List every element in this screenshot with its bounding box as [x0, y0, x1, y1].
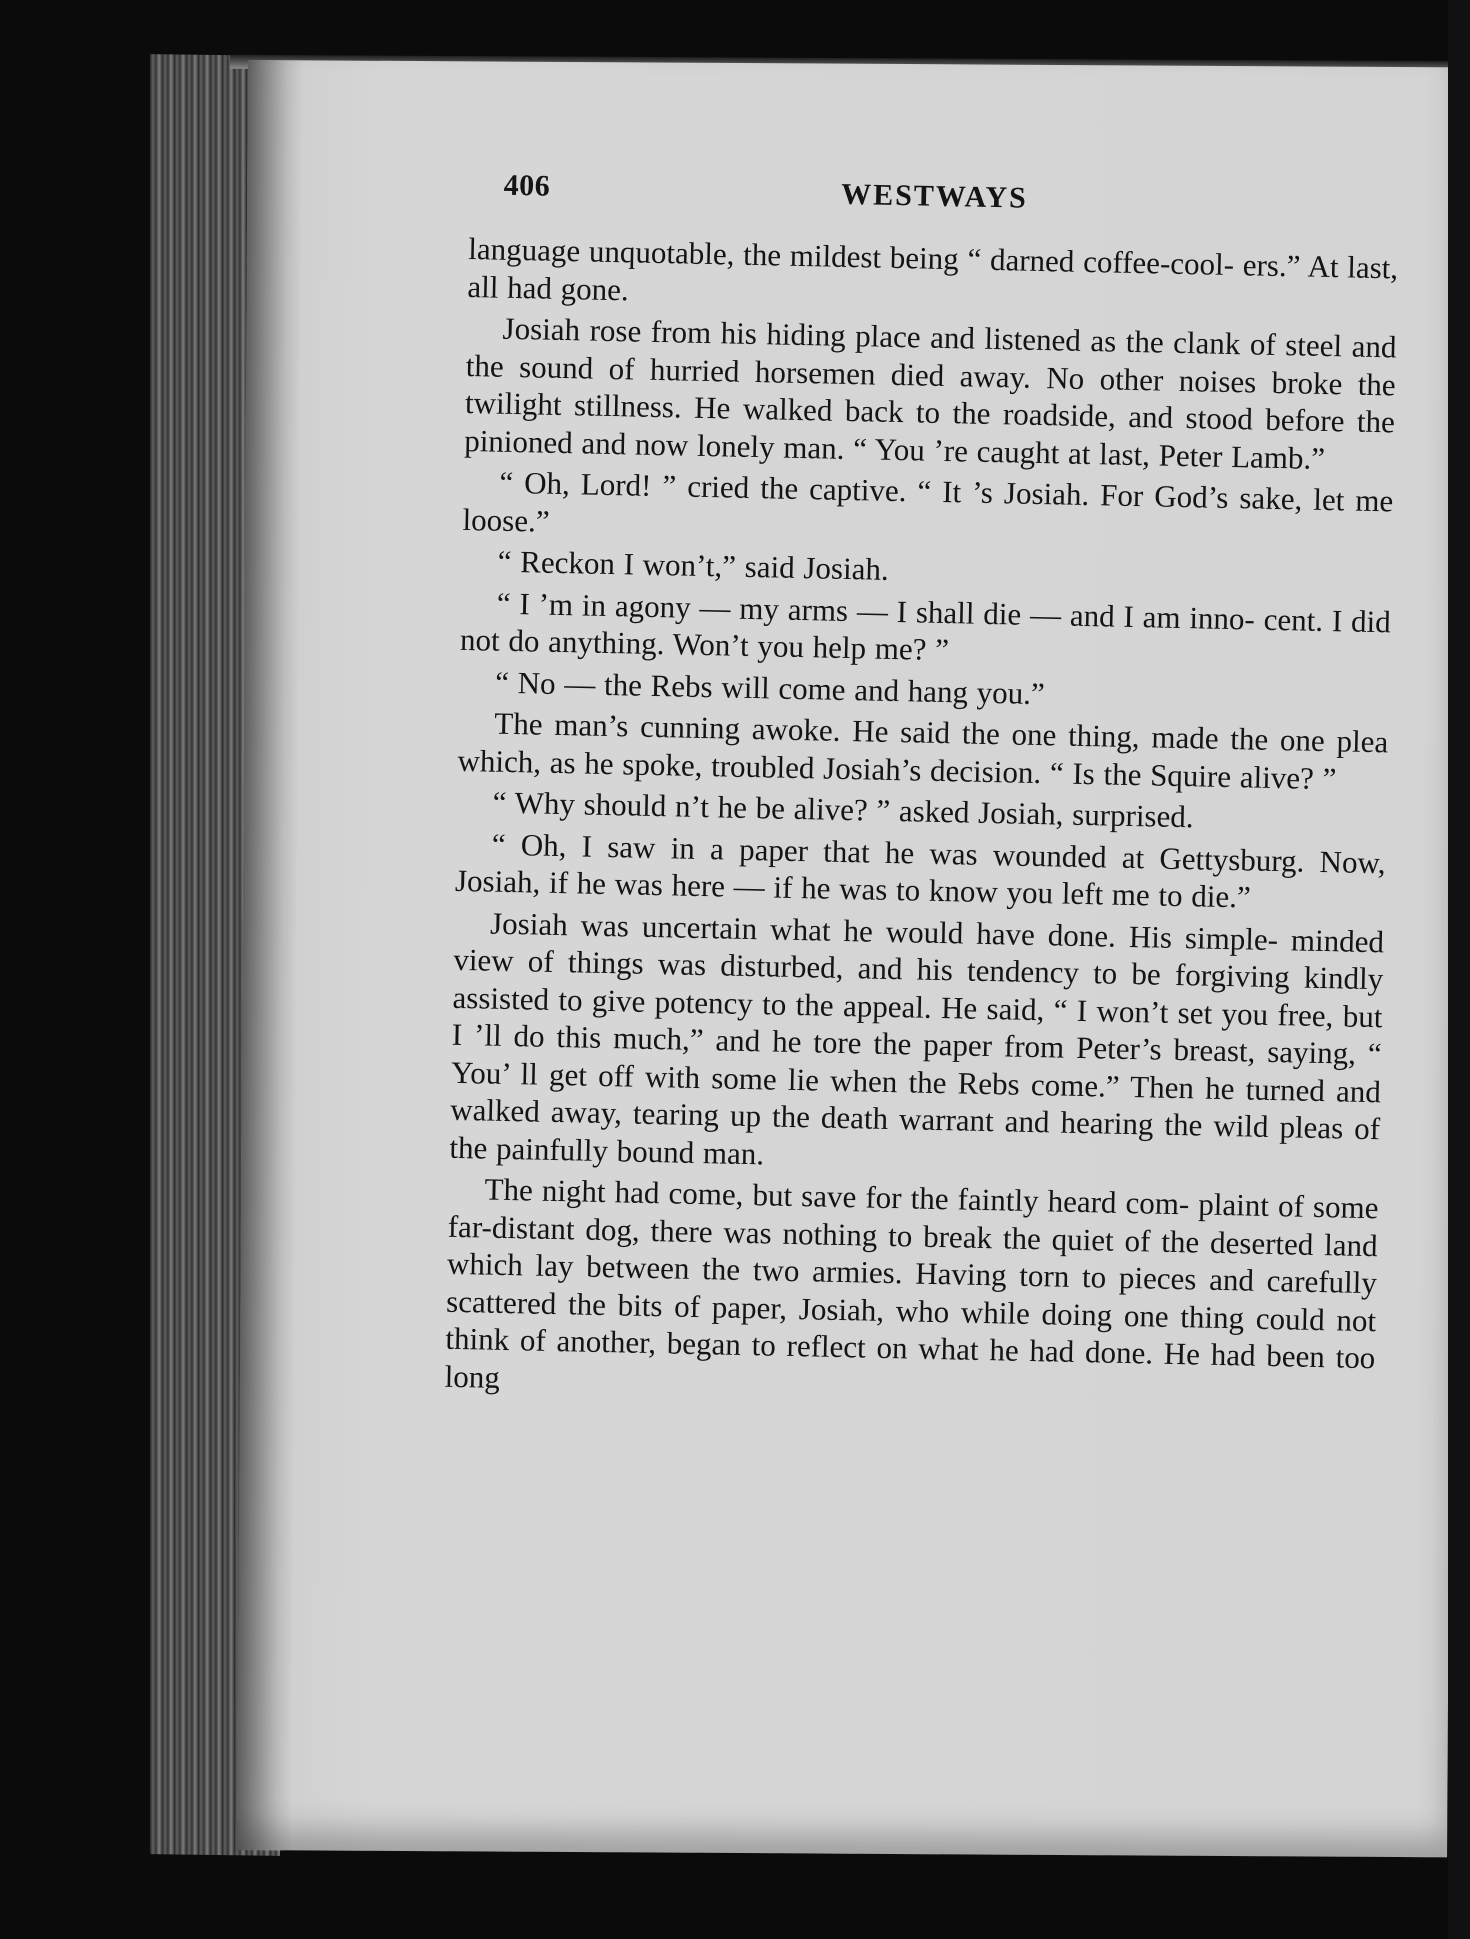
gutter-shadow [237, 60, 303, 1850]
right-margin-shadow [1448, 0, 1470, 1939]
paragraph: language unquotable, the mildest being “ darned coffee-cool- ers.” At last, all had gone. [467, 230, 1399, 307]
paragraph: “ Oh, Lord! ” cried the captive. “ It ’s Josiah. For God’s sake, let me loose.” [462, 464, 1394, 539]
paragraph: Josiah was uncertain what he would have done. His simple- minded view of things was disturbed, and his tendency to be forgiving kindly assisted to give potency to the appeal. He said, “ I won’t set you free, but I ’ll do this much,” and he tore the paper from Peter’s breast, saying, “ You’ ll get off with some lie when the Rebs come.” Then he turned and walked away, tearing up the death warrant and hearing the wild pleas of the painfully bound man. [449, 905, 1385, 1171]
paragraph: “ Reckon I won’t,” said Josiah. [497, 543, 890, 587]
text-block [444, 168, 1400, 1418]
paragraph: “ Oh, I saw in a paper that he was wounded at Gettysburg. Now, Josiah, if he was here — if he was to know you left me to die.” [454, 826, 1387, 915]
running-title: WESTWAYS [840, 177, 1029, 215]
paragraph: “ Why should n’t he be alive? ” asked Josiah, surprised. [492, 784, 1194, 835]
paragraph: The man’s cunning awoke. He said the one thing, made the one plea which, as he spoke, troubled Josiah’s decision. “ Is the Squire alive? ” [457, 705, 1389, 796]
page-number: 406 [503, 168, 551, 203]
paragraph: “ I ’m in agony — my arms — I shall die — and I am inno- cent. I did not do anything. Won’t you help me? ” [459, 585, 1392, 668]
paragraph: Josiah rose from his hiding place and listened as the clank of steel and the sound of hurried horsemen died away. No other noises broke the twilight stillness. He walked back to the roadside, and stood before the pinioned and now lonely man. “ You ’re caught at last, Peter Lamb.” [463, 310, 1397, 476]
paragraph: The night had come, but save for the faintly heard com- plaint of some far-distant dog, there was nothing to break the quiet of the deserted land which lay between the two armies. Having torn to pieces and carefully scattered the bits of paper, Josiah, who while doing one thing could not think of another, began to reflect on what he had done. He had been too long [444, 1171, 1379, 1395]
paragraph: “ No — the Rebs will come and hang you.” [494, 664, 1046, 711]
